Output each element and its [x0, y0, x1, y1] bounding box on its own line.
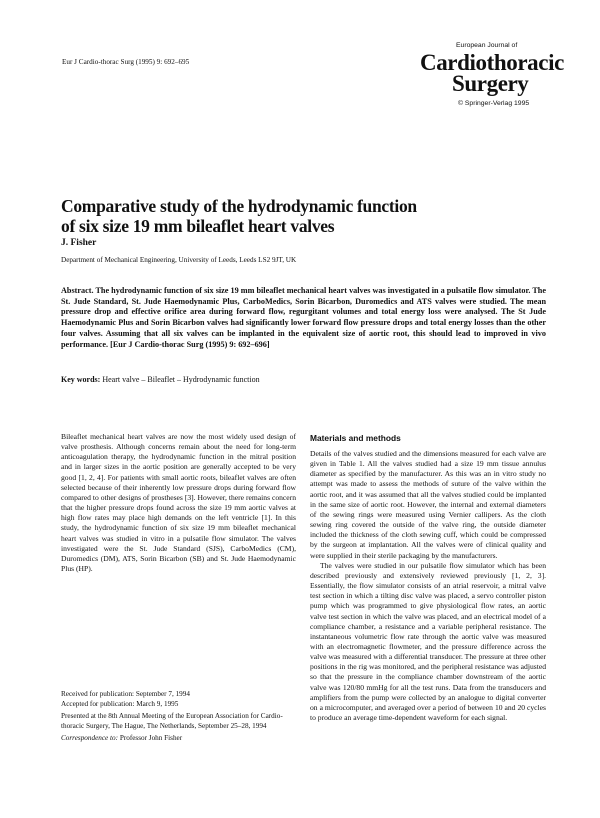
publication-notes — [61, 690, 296, 744]
intro-paragraph: Bileaflet mechanical heart valves are now the most widely used design of valve prosthesis. Although concerns remain about the need for long-term anticoagulation therapy, the hydrodynamic function in the mitral position and in larger sizes in the aortic position are generally accepted to be very good [1, 2, 4]. For patients with small aortic roots, bileaflet valves are often selected because of their inherently low pressure drops during forward flow compared to other designs of prostheses [3]. However, there remains concern that the higher pressure drops found across the size 19 mm aortic valves at high flow rates may place high demands on the left ventricle [1]. In this study, the hydrodynamic function of six size 19 mm bileaflet mechanical heart valves was studied in vitro in a pulsatile flow simulator. The valves investigated were the St. Jude Standard (SJS), CarboMedics (CM), Duromedics (DM), ATS, Sorin Bicarbon (SB) and St. Jude Haemodynamic Plus (HP). — [61, 432, 296, 574]
keywords-label: Key words: — [61, 375, 101, 384]
methods-text — [310, 449, 546, 723]
logo-thoracic: thoracic — [486, 50, 564, 75]
affiliation: Department of Mechanical Engineering, University of Leeds, Leeds LS2 9JT, UK — [61, 256, 297, 264]
abstract-label: Abstract. — [61, 286, 94, 295]
publisher-note: © Springer-Verlag 1995 — [458, 100, 530, 107]
logo-surgery: Surgery — [452, 71, 529, 96]
journal-logo — [420, 42, 570, 112]
abstract-text: The hydrodynamic function of six size 19 mm bileaflet mechanical heart valves was investigated in a pulsatile flow simulator. The St. Jude Standard, St. Jude Haemodynamic Plus, CarboMedics, Sorin Bicarbon, Duromedics and ATS valves were studied. The mean pressure drop and effective orifice area during forward flow, regurgitant volumes and total energy loss were analysed. The St Jude Haemodynamic Plus and Sorin Bicarbon valves had significantly lower forward flow pressure drops and total energy losses than the other four valves. Assuming that all six valves can be implanted in the equivalent size of aortic root, this should lead to improved in vivo performance. [Eur J Cardio-thorac Surg (1995) 9: 692–696] — [61, 286, 546, 349]
methods-paragraph-1: Details of the valves studied and the dimensions measured for each valve are given in Table 1. All the valves studied had a size 19 mm tissue annulus diameter as specified by the manufacturer. As this was an in vitro study no attempt was made to assess the methods of suture of the valve within the aortic root, and it was assumed that all the valves studied could be implanted in the same size of aortic root. However, the internal and external diameters of the sewing rings were measured using Vernier callipers. As the cloth sewing ring covered the outside of the valve ring, the outside diameter included the thickness of the cloth sewing cuff, which could be compressed by the surgeon at implantation. All the valves were of clinical quality and were supplied in their sterile packaging by the manufacturers. — [310, 449, 546, 560]
keywords — [61, 375, 546, 384]
article-title — [61, 196, 561, 236]
received-date: Received for publication: September 7, 1994 — [61, 690, 190, 698]
logo-prefix: European Journal of — [456, 42, 518, 49]
presentation-note: Presented at the 8th Annual Meeting of the European Association for Cardio-thoracic Surgery, The Hague, The Netherlands, September 25–28, 1994 — [61, 712, 283, 730]
correspondence-label: Correspondence to: — [61, 734, 119, 743]
logo-cardio: Cardio — [420, 50, 487, 75]
accepted-date: Accepted for publication: March 9, 1995 — [61, 699, 179, 708]
section-heading-methods: Materials and methods — [310, 433, 401, 443]
correspondence — [61, 734, 296, 744]
abstract — [61, 286, 546, 350]
correspondence-name: Professor John Fisher — [119, 734, 183, 743]
introduction-text — [61, 432, 296, 574]
title-line-1: Comparative study of the hydrodynamic function — [61, 196, 417, 216]
methods-paragraph-2: The valves were studied in our pulsatile flow simulator which has been described previously and extensively reviewed previously [1, 2, 3]. Essentially, the flow simulator consists of an atrial reservoir, a mitral valve test section in which a tilting disc valve was placed, a servo controller piston pump which was programmed to give physiological flow rates, an aortic valve test section in which the valve was placed, and an electrical model of a compliance chamber, a resistance and a variable peripheral resistance. The instantaneous volumetric flow rate through the aortic valve was measured with an electromagnetic flowmeter, and the pressure difference across the valve was measured with a differential transducer. The pressure at three other positions in the rig was monitored, and the peripheral resistance was adjusted so that the pressure in the compliance chamber downstream of the aortic valve was 120/80 mmHg for all the test runs. Data from the transducers and amplifiers from the pump were collected by an analogue to digital converter on a microcomputer, and averaged over a period of between 10 and 20 cycles to produce an average time-dependent waveform for each signal. — [310, 560, 546, 723]
journal-citation: Eur J Cardio-thorac Surg (1995) 9: 692–695 — [62, 58, 190, 66]
author: J. Fisher — [61, 238, 97, 248]
title-line-2: of six size 19 mm bileaflet heart valves — [61, 216, 335, 236]
keywords-text: Heart valve – Bileaflet – Hydrodynamic function — [102, 375, 260, 384]
